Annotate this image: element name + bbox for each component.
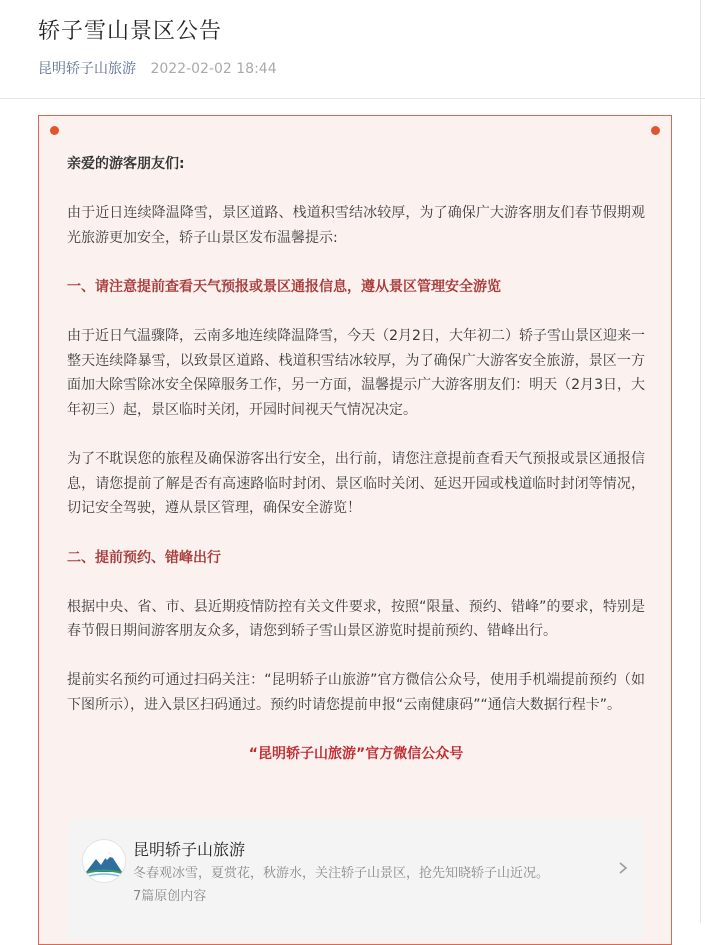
mountain-logo-icon xyxy=(82,839,126,883)
section2-paragraph-1: 根据中央、省、市、县近期疫情防控有关文件要求，按照“限量、预约、错峰”的要求，特别是春节假日期间游客朋友众多，请您到轿子雪山景区游览时提前预约、错峰出行。 xyxy=(67,598,645,640)
announcement-body xyxy=(67,152,645,791)
original-count: 7篇原创内容 xyxy=(133,889,207,904)
section2-paragraph-2: 提前实名预约可通过扫码关注：“昆明轿子山旅游”官方微信公众号，使用手机端提前预约（如下图所示），进入景区扫码通过。预约时请您提前申报“云南健康码”“通信大数据行程卡”。 xyxy=(67,672,645,714)
publish-date: 2022-02-02 18:44 xyxy=(150,61,277,77)
page-right-border xyxy=(700,0,701,923)
decor-dot-left xyxy=(50,126,59,135)
decor-dot-right xyxy=(651,126,660,135)
section1-heading: 一、请注意提前查看天气预报或景区通报信息，遵从景区管理安全游览 xyxy=(67,278,501,295)
greeting: 亲爱的游客朋友们: xyxy=(67,156,185,172)
account-description: 冬春观冰雪，夏赏花，秋游水，关注轿子山景区，抢先知晓轿子山近况。 xyxy=(133,866,550,881)
announcement-card xyxy=(38,115,672,945)
section1-paragraph-1: 由于近日气温骤降，云南多地连续降温降雪，今天（2月2日，大年初二）轿子雪山景区迎来一整天连续降暴雪，以致景区道路、栈道积雪结冰较厚，为了确保广大游客安全旅游，景区一方面加大除雪除冰安全保障服务工作，另一方面，温馨提示广大游客朋友们：明天（2月3日，大年初三）起，景区临时关闭，开园时间视天气情况决定。 xyxy=(67,328,645,418)
author-link[interactable]: 昆明轿子山旅游 xyxy=(38,61,136,77)
official-account-caption: “昆明轿子山旅游”官方微信公众号 xyxy=(248,746,464,763)
section1-paragraph-2: 为了不耽误您的旅程及确保游客出行安全，出行前，请您注意提前查看天气预报或景区通报信息，请您提前了解是否有高速路临时封闭、景区临时关闭、延迟开园或栈道临时封闭等情况，切记安全驾驶，遵从景区管理，确保安全游览！ xyxy=(67,451,645,517)
official-account-card[interactable] xyxy=(68,819,644,939)
header-divider xyxy=(0,98,705,99)
article-title: 轿子雪山景区公告 xyxy=(38,19,223,44)
account-name: 昆明轿子山旅游 xyxy=(133,840,246,859)
article-meta xyxy=(38,58,277,78)
intro-paragraph: 由于近日连续降温降雪，景区道路、栈道积雪结冰较厚，为了确保广大游客朋友们春节假期观光旅游更加安全，轿子山景区发布温馨提示: xyxy=(67,205,645,246)
section2-heading: 二、提前预约、错峰出行 xyxy=(67,549,221,566)
chevron-right-icon xyxy=(616,861,630,875)
